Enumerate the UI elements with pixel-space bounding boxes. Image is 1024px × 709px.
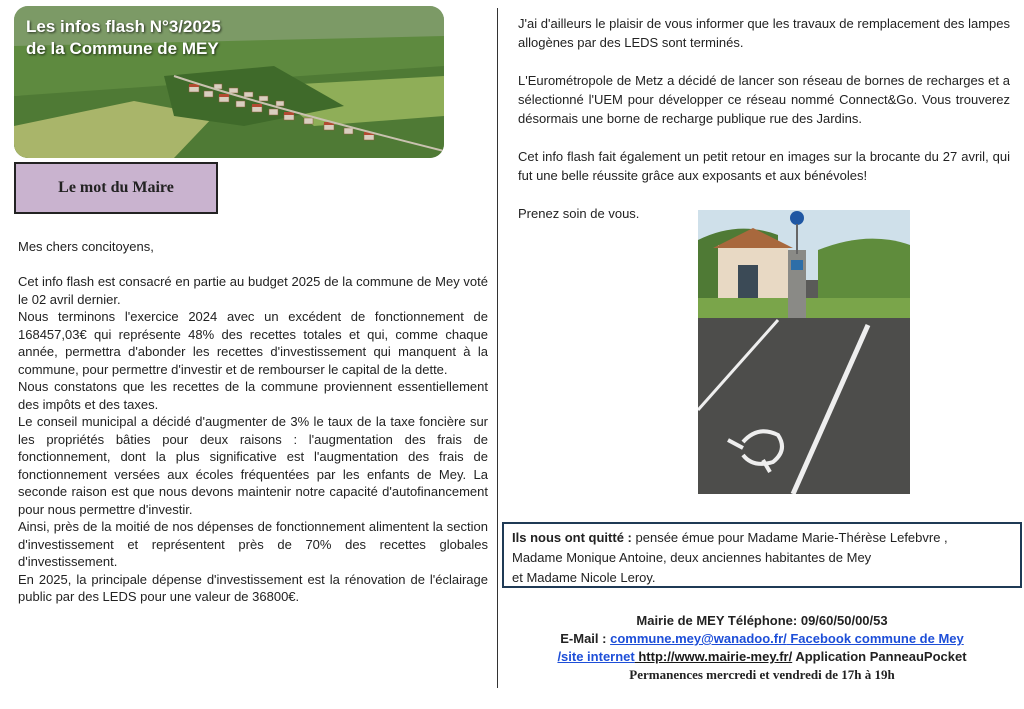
- app-text: Application PanneauPocket: [792, 649, 967, 664]
- column-divider: [497, 8, 498, 688]
- mot-du-maire-heading: Le mot du Maire: [14, 162, 218, 214]
- obituary-line-1: pensée émue pour Madame Marie-Thérèse Lefebvre ,: [631, 530, 948, 545]
- email-label: E-Mail :: [560, 631, 611, 646]
- newsletter-title: [26, 16, 221, 60]
- right-column-text: [518, 14, 1010, 242]
- office-hours: Permanences mercredi et vendredi de 17h à 19h: [629, 667, 895, 682]
- brocante-paragraph: Cet info flash fait également un petit retour en images sur la brocante du 27 avril, qui fut une belle réussite grâce aux exposants et aux bénévoles!: [518, 149, 1010, 183]
- obituary-label: Ils nous ont quitté :: [512, 530, 632, 545]
- title-line-2: de la Commune de MEY: [26, 39, 219, 58]
- contact-footer: [500, 612, 1024, 684]
- letter-paragraph: En 2025, la principale dépense d'investissement est la rénovation de l'éclairage public par des LEDS pour une valeur de 36800€.: [18, 571, 488, 604]
- leds-paragraph: J'ai d'ailleurs le plaisir de vous informer que les travaux de remplacement des lampes allogènes par des LEDS sont terminés.: [518, 16, 1010, 50]
- header-banner: [14, 6, 444, 158]
- letter-paragraph: Cet info flash est consacré en partie au budget 2025 de la commune de Mey voté le 02 avril dernier.: [18, 274, 488, 307]
- charging-station-photo: [698, 210, 910, 494]
- site-line: [500, 648, 1024, 666]
- letter-paragraph: Nous constatons que les recettes de la commune proviennent essentiellement des impôts et des taxes.: [18, 379, 488, 412]
- closing-paragraph: Prenez soin de vous.: [518, 206, 640, 221]
- facebook-link[interactable]: Facebook commune de Mey: [786, 631, 964, 646]
- letter-paragraph: Ainsi, près de la moitié de nos dépenses de fonctionnement alimentent la section d'investissement et représentent près de 70% des recettes globales d'investissement.: [18, 519, 488, 569]
- email-link[interactable]: commune.mey@wanadoo.fr/: [610, 631, 787, 646]
- title-line-1: Les infos flash N°3/2025: [26, 17, 221, 36]
- mayor-letter: [18, 238, 488, 606]
- phone-line: Mairie de MEY Téléphone: 09/60/50/00/53: [636, 613, 888, 628]
- email-line: [500, 630, 1024, 648]
- obituary-line-2: Madame Monique Antoine, deux anciennes habitantes de Mey: [512, 550, 872, 565]
- charging-paragraph: L'Eurométropole de Metz a décidé de lancer son réseau de bornes de recharges et a sélectionné l'UEM pour développer ce réseau nommé Connect&Go. Vous trouverez désormais une borne de recharge publique rue des Jardins.: [518, 73, 1010, 126]
- letter-paragraph: Le conseil municipal a décidé d'augmenter de 3% le taux de la taxe foncière sur les propriétés bâties pour deux raisons : l'augmentation des frais de fonctionnement, dont la plus significative est l'augmentation des frais de fonctionnement versées aux écoles fréquentées par les enfants de Mey. La seconde raison est que nous devons maintenir notre capacité d'autofinancement pour nous permettre d'investir.: [18, 414, 488, 517]
- obituary-line-3: et Madame Nicole Leroy.: [512, 570, 656, 585]
- greeting: Mes chers concitoyens,: [18, 239, 154, 254]
- site-link[interactable]: http://www.mairie-mey.fr/: [634, 649, 793, 664]
- site-label-link[interactable]: /site internet: [557, 649, 635, 664]
- letter-paragraph: Nous terminons l'exercice 2024 avec un excédent de fonctionnement de 168457,03€ qui représente 48% des recettes totales et qui, comme chaque année, permettra d'abonder les recettes d'investissement qui manquent à la commune, pour permettre d'investir et de rembourser le capital de la dette.: [18, 309, 488, 377]
- obituary-box: [502, 522, 1022, 588]
